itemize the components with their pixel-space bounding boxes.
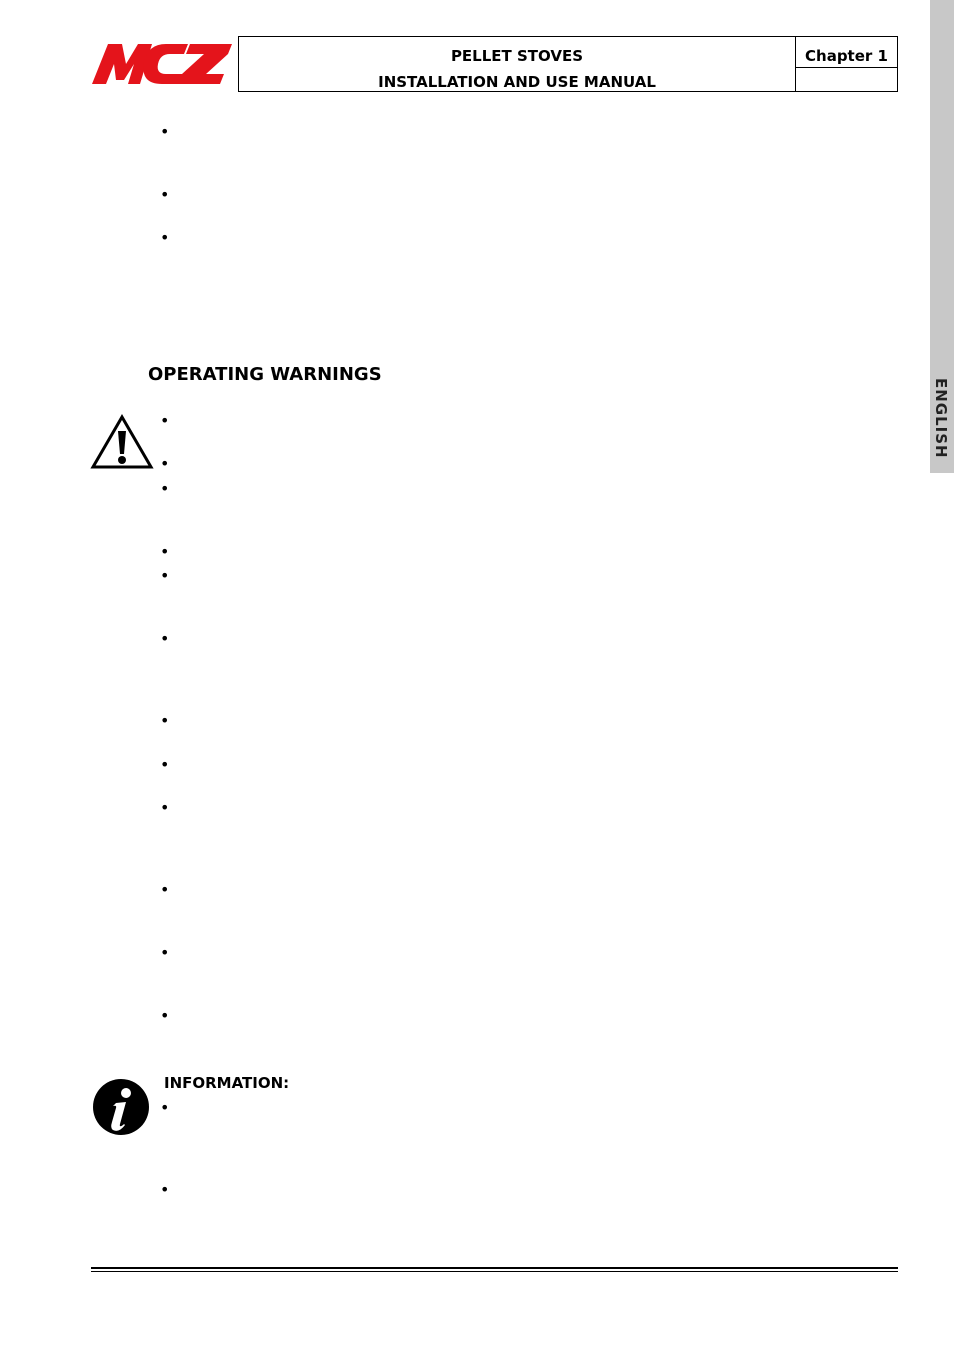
bullet: • [160, 943, 170, 962]
language-tab-label-wrap [930, 378, 954, 462]
bullet: • [160, 629, 170, 648]
header-title: PELLET STOVES [450, 47, 584, 65]
information-icon [92, 1078, 150, 1136]
bullet: • [160, 228, 170, 247]
mcz-logo [92, 42, 232, 86]
operating-warnings-heading: OPERATING WARNINGS [148, 364, 382, 385]
bullet: • [160, 185, 170, 204]
warning-triangle-icon [90, 414, 154, 470]
bullet: • [160, 880, 170, 899]
bullet: • [160, 411, 170, 430]
chapter-label: Chapter 1 [796, 37, 897, 68]
bullet: • [160, 1180, 170, 1199]
header-title-box [238, 36, 796, 92]
bullet: • [160, 122, 170, 141]
bullet: • [160, 1006, 170, 1025]
bullet: • [160, 711, 170, 730]
footer-rule-thin [91, 1271, 898, 1272]
bullet: • [160, 542, 170, 561]
bullet: • [160, 798, 170, 817]
bullet: • [160, 1098, 170, 1117]
bullet: • [160, 479, 170, 498]
bullet: • [160, 454, 170, 473]
bullet: • [160, 566, 170, 585]
footer-rule [91, 1267, 898, 1269]
information-heading: INFORMATION: [164, 1074, 290, 1092]
bullet: • [160, 755, 170, 774]
chapter-box [795, 36, 898, 92]
language-tab-label: ENGLISH [932, 378, 950, 459]
header-subtitle: INSTALLATION AND USE MANUAL [378, 73, 656, 91]
